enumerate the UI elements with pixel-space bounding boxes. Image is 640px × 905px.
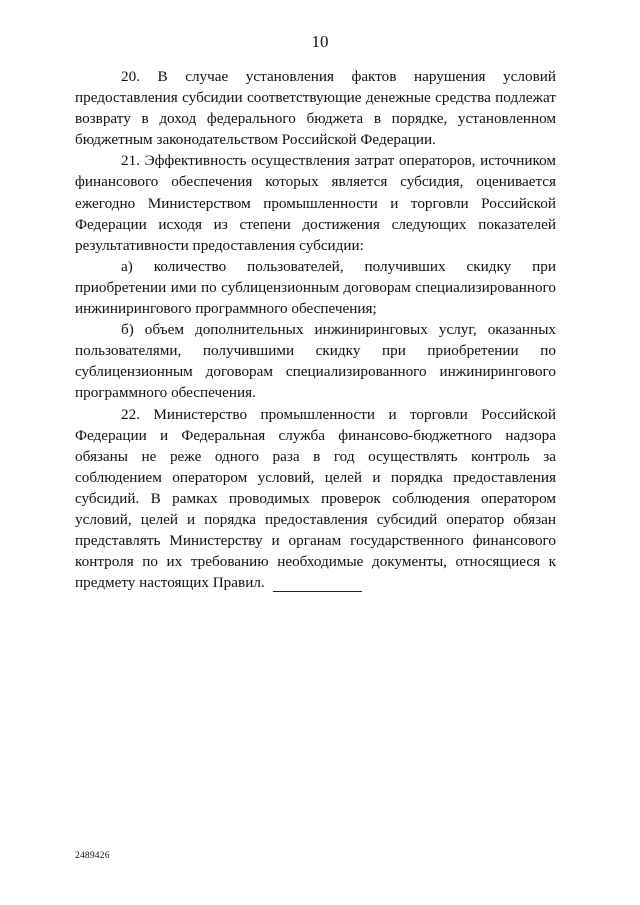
document-body [75,66,556,593]
document-id: 2489426 [75,851,110,861]
page-number: 10 [311,32,329,51]
paragraph-21: 21. Эффективность осуществления затрат операторов, источником финансового обеспечения которых является субсидия, оценивается ежегодно Министерством промышленности и торговли Российской Федерации исходя из степени достижения следующих показателей результативности предоставления субсидии: [75,152,556,254]
end-separator-line [273,591,362,592]
paragraph-21-item-a: а) количество пользователей, получивших скидку при приобретении ими по сублицензионным договорам специализированного инжинирингового программного обеспечения; [75,257,556,318]
paragraph-21-item-b: б) объем дополнительных инжиниринговых услуг, оказанных пользователями, получившими скидку при приобретении по сублицензионным договорам специализированного инжинирингового программного обеспечения. [75,321,556,402]
paragraph-22: 22. Министерство промышленности и торговли Российской Федерации и Федеральная служба финансово-бюджетного надзора обязаны не реже одного раза в год осуществлять контроль за соблюдением оператором условий, целей и порядка предоставления субсидий. В рамках проводимых проверок соблюдения оператором условий, целей и порядка предоставления субсидий оператор обязан представлять Министерству и органам государственного финансового контроля по их требованию необходимые документы, относящиеся к предмету настоящих Правил. [75,405,556,592]
paragraph-20: 20. В случае установления фактов нарушения условий предоставления субсидии соответствующие денежные средства подлежат возврату в доход федерального бюджета в порядке, установленном бюджетным законодательством Российской Федерации. [75,68,556,149]
